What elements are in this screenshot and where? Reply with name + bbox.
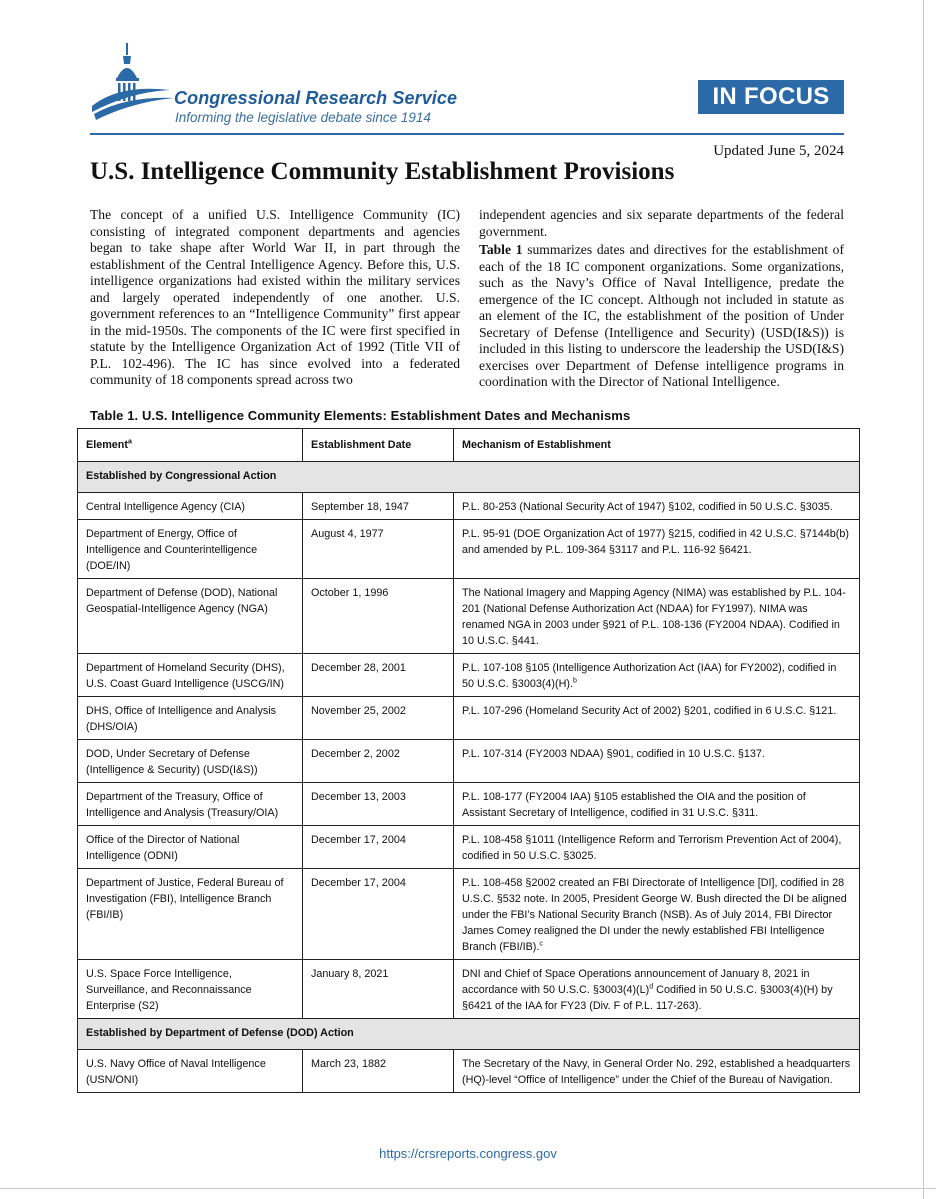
org-name: Congressional Research Service bbox=[174, 88, 458, 108]
table-row: Department of Homeland Security (DHS), U.S. Coast Guard Intelligence (USCG/IN) December 28, 2001 P.L. 107-108 §105 (Intelligence Authorization Act (IAA) for FY2002), codified in 50 U.S.C. §3003(4)(H).$^b$ bbox=[78, 654, 860, 697]
capitol-dome-logo-icon bbox=[90, 40, 180, 136]
table-row: Central Intelligence Agency (CIA) September 18, 1947 P.L. 80-253 (National Security Act of 1947) §102, codified in 50 U.S.C. §3035. bbox=[78, 493, 860, 520]
table-header-row bbox=[78, 429, 860, 462]
body-column-left bbox=[90, 207, 460, 389]
table-row: DOD, Under Secretary of Defense (Intelligence & Security) (USD(I&S)) December 2, 2002 P.L. 107-314 (FY2003 NDAA) §901, codified in 10 U.S.C. §137. bbox=[78, 740, 860, 783]
table-row: U.S. Space Force Intelligence, Surveillance, and Reconnaissance Enterprise (S2) January 8, 2021 DNI and Chief of Space Operations announcement of January 8, 2021 in accordance with 50 U.S.C. $\S 3003(4)(L)^d$ Codified in 50 U.S.C. §3003(4)(H) by §6421 of the IAA for FY23 (Div. F of P.L. 117-263). bbox=[78, 960, 860, 1019]
continued-paragraph: independent agencies and six separate departments of the federal government. bbox=[479, 207, 844, 239]
intro-paragraph: The concept of a unified U.S. Intelligence Community (IC) consisting of integrated component departments and agencies began to take shape after World War II, in part through the establishment of the Central Intelligence Agency. Before this, U.S. intelligence organizations had existed within the military services and largely operated independently of one another. U.S. government references to an “Intelligence Community” first appear in the mid-1950s. The components of the IC were first specified in statute by the Intelligence Organization Act of 1992 (Title VII of P.L. 102-496). The IC has since evolved into a federated community of 18 components spread across two bbox=[90, 207, 460, 387]
updated-date: Updated June 5, 2024 bbox=[713, 143, 844, 159]
body-column-right bbox=[479, 207, 844, 391]
footer-url-link[interactable]: https://crsreports.congress.gov bbox=[379, 1146, 557, 1161]
table-row: DHS, Office of Intelligence and Analysis (DHS/OIA) November 25, 2002 P.L. 107-296 (Homeland Security Act of 2002) §201, codified in 6 U.S.C. §121. bbox=[78, 697, 860, 740]
page-edge-bottom bbox=[0, 1188, 936, 1189]
header-establishment-date: Establishment Date bbox=[303, 429, 454, 462]
table-row: Office of the Director of National Intelligence (ODNI) December 17, 2004 P.L. 108-458 §1011 (Intelligence Reform and Terrorism Prevention Act of 2004), codified in 50 U.S.C. §3025. bbox=[78, 826, 860, 869]
org-tagline: Informing the legislative debate since 1914 bbox=[175, 110, 431, 125]
section-row-dod: Established by Department of Defense (DOD) Action bbox=[78, 1019, 860, 1050]
page-edge-right bbox=[923, 0, 924, 1199]
table-caption: Table 1. U.S. Intelligence Community Elements: Establishment Dates and Mechanisms bbox=[90, 408, 631, 423]
table-reference: Table 1 bbox=[479, 242, 523, 257]
table-row: Department of Defense (DOD), National Geospatial-Intelligence Agency (NGA) October 1, 1996 The National Imagery and Mapping Agency (NIMA) was established by P.L. 104-201 (National Defense Authorization Act (NDAA) for FY1997). NIMA was renamed NGA in 2003 under §921 of P.L. 108-136 (FY2004 NDAA). Codified in 10 U.S.C. §441. bbox=[78, 579, 860, 654]
in-focus-badge: IN FOCUS bbox=[698, 80, 844, 114]
table-row: Department of Energy, Office of Intelligence and Counterintelligence (DOE/IN) August 4, 1977 P.L. 95-91 (DOE Organization Act of 1977) §215, codified in 42 U.S.C. §7144b(b) and amended by P.L. 109-364 §3117 and P.L. 116-92 §6421. bbox=[78, 520, 860, 579]
table-row: Department of the Treasury, Office of Intelligence and Analysis (Treasury/OIA) December 13, 2003 P.L. 108-177 (FY2004 IAA) §105 established the OIA and the position of Assistant Secretary of Intelligence, codified in 31 U.S.C. §311. bbox=[78, 783, 860, 826]
header-mechanism: Mechanism of Establishment bbox=[454, 429, 860, 462]
page-title: U.S. Intelligence Community Establishment Provisions bbox=[90, 158, 675, 185]
ic-elements-table bbox=[77, 428, 860, 1093]
section-row-congressional: Established by Congressional Action bbox=[78, 462, 860, 493]
table-row: Department of Justice, Federal Bureau of Investigation (FBI), Intelligence Branch (FBI/IB) December 17, 2004 P.L. 108-458 §2002 created an FBI Directorate of Intelligence [DI], codified in 28 U.S.C. §532 note. In 2005, President George W. Bush directed the DI be aligned under the FBI’s National Security Branch (NSB). As of July 2014, FBI Director James Comey realigned the DI under the newly established FBI Intelligence Branch (FBI/IB).$^c$ bbox=[78, 869, 860, 960]
header-rule bbox=[90, 133, 844, 135]
table-summary-paragraph: Table 1 summarizes dates and directives for the establishment of each of the 18 IC component organizations. Some organizations, such as the Navy’s Office of Naval Intelligence, predate the emergence of the IC concept. Although not included in statute as an element of the IC, the establishment of the position of Under Secretary of Defense (Intelligence and Security) (USD(I&S)) is included in this listing to underscore the leadership the USD(I&S) exercises over Department of Defense intelligence programs in coordination with the Director of National Intelligence. bbox=[479, 242, 844, 389]
header-element: Element$^a$ bbox=[78, 429, 303, 462]
table-row: U.S. Navy Office of Naval Intelligence (USN/ONI) March 23, 1882 The Secretary of the Navy, in General Order No. 292, established a headquarters (HQ)-level “Office of Intelligence” under the Chief of the Bureau of Navigation. bbox=[78, 1050, 860, 1093]
